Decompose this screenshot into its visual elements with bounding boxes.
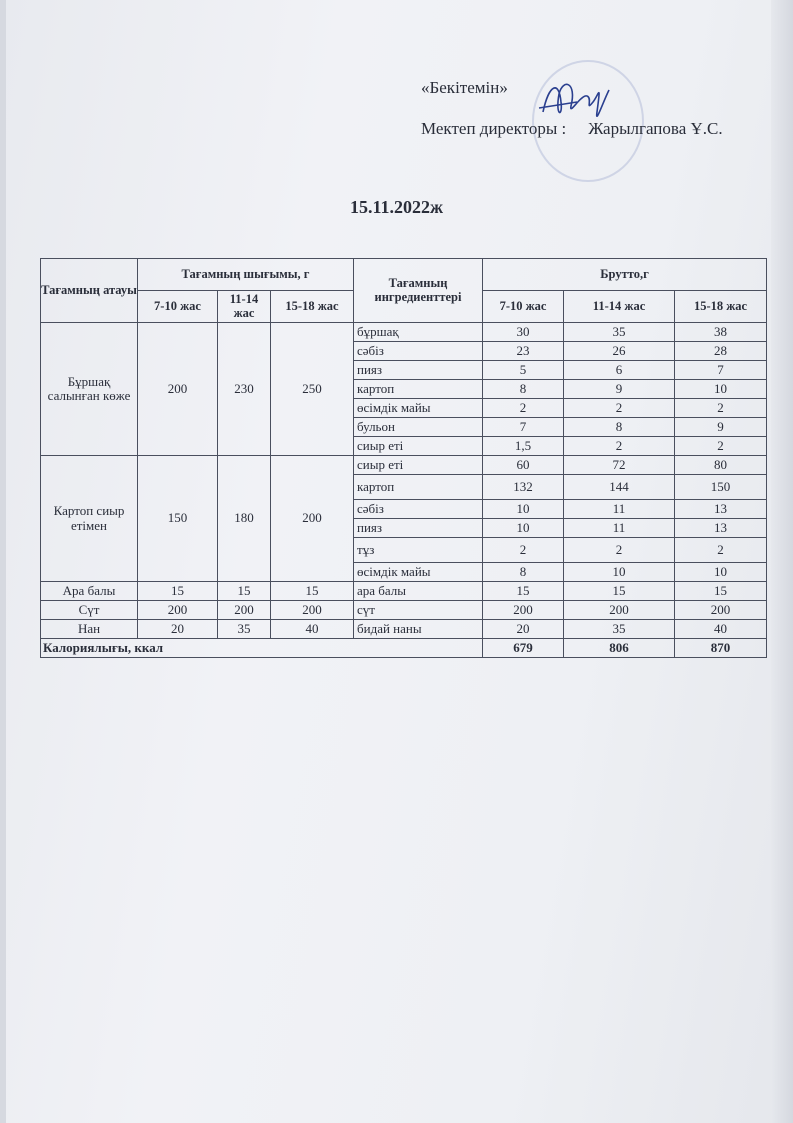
brutto-cell: 200 <box>564 601 675 620</box>
output-cell: 200 <box>271 601 354 620</box>
output-cell: 200 <box>271 456 354 582</box>
brutto-cell: 2 <box>675 437 767 456</box>
brutto-cell: 2 <box>675 399 767 418</box>
ingredient-cell: пияз <box>354 361 483 380</box>
table-row <box>41 620 767 639</box>
header-ingredients: Тағамның ингредиенттері <box>354 259 483 323</box>
total-label-cell: Калориялығы, ккал <box>41 639 483 658</box>
ingredient-cell: бидай наны <box>354 620 483 639</box>
output-cell: 15 <box>218 582 271 601</box>
brutto-cell: 60 <box>483 456 564 475</box>
output-cell: 20 <box>138 620 218 639</box>
brutto-cell: 2 <box>564 538 675 563</box>
output-cell: 200 <box>218 601 271 620</box>
brutto-cell: 23 <box>483 342 564 361</box>
brutto-cell: 15 <box>675 582 767 601</box>
menu-table-container <box>40 258 766 658</box>
output-cell: 230 <box>218 323 271 456</box>
ingredient-cell: сәбіз <box>354 500 483 519</box>
brutto-cell: 8 <box>483 380 564 399</box>
brutto-cell: 13 <box>675 500 767 519</box>
output-cell: 200 <box>138 323 218 456</box>
brutto-cell: 10 <box>675 563 767 582</box>
brutto-cell: 2 <box>483 538 564 563</box>
brutto-cell: 38 <box>675 323 767 342</box>
table-row <box>41 601 767 620</box>
brutto-cell: 10 <box>675 380 767 399</box>
brutto-cell: 132 <box>483 475 564 500</box>
brutto-cell: 150 <box>675 475 767 500</box>
dish-name-cell: Ара балы <box>41 582 138 601</box>
brutto-cell: 15 <box>483 582 564 601</box>
brutto-cell: 35 <box>564 620 675 639</box>
output-cell: 150 <box>138 456 218 582</box>
brutto-cell: 7 <box>483 418 564 437</box>
header-brutto-age-11-14: 11-14 жас <box>564 291 675 323</box>
brutto-cell: 6 <box>564 361 675 380</box>
dish-name-cell: Нан <box>41 620 138 639</box>
dish-name-cell: Картоп сиыр етімен <box>41 456 138 582</box>
output-cell: 40 <box>271 620 354 639</box>
ingredient-cell: картоп <box>354 475 483 500</box>
brutto-cell: 2 <box>483 399 564 418</box>
header-brutto-age-7-10: 7-10 жас <box>483 291 564 323</box>
brutto-cell: 2 <box>564 399 675 418</box>
table-row <box>41 582 767 601</box>
director-name: Жарылгапова Ұ.С. <box>588 119 723 138</box>
brutto-cell: 10 <box>483 519 564 538</box>
brutto-cell: 72 <box>564 456 675 475</box>
brutto-cell: 20 <box>483 620 564 639</box>
menu-date: 15.11.2022ж <box>349 197 444 217</box>
header-row-1 <box>41 259 767 291</box>
output-cell: 250 <box>271 323 354 456</box>
output-cell: 15 <box>138 582 218 601</box>
page-shadow-left <box>0 0 6 1123</box>
ingredient-cell: сиыр еті <box>354 437 483 456</box>
brutto-cell: 35 <box>564 323 675 342</box>
ingredient-cell: өсімдік майы <box>354 399 483 418</box>
brutto-cell: 11 <box>564 500 675 519</box>
brutto-cell: 13 <box>675 519 767 538</box>
ingredient-cell: пияз <box>354 519 483 538</box>
header-output-age-7-10: 7-10 жас <box>138 291 218 323</box>
total-row <box>41 639 767 658</box>
ingredient-cell: бульон <box>354 418 483 437</box>
output-cell: 200 <box>138 601 218 620</box>
total-value-cell: 870 <box>675 639 767 658</box>
brutto-cell: 8 <box>564 418 675 437</box>
brutto-cell: 28 <box>675 342 767 361</box>
brutto-cell: 7 <box>675 361 767 380</box>
brutto-cell: 30 <box>483 323 564 342</box>
brutto-cell: 15 <box>564 582 675 601</box>
brutto-cell: 9 <box>675 418 767 437</box>
header-output-age-15-18: 15-18 жас <box>271 291 354 323</box>
brutto-cell: 9 <box>564 380 675 399</box>
output-cell: 35 <box>218 620 271 639</box>
dish-name-cell: Бұршақ салынған көже <box>41 323 138 456</box>
ingredient-cell: өсімдік майы <box>354 563 483 582</box>
dish-name-cell: Сүт <box>41 601 138 620</box>
approval-title: «Бекітемін» <box>421 78 508 97</box>
total-value-cell: 679 <box>483 639 564 658</box>
ingredient-cell: бұршақ <box>354 323 483 342</box>
ingredient-cell: сәбіз <box>354 342 483 361</box>
brutto-cell: 8 <box>483 563 564 582</box>
brutto-cell: 2 <box>675 538 767 563</box>
brutto-cell: 10 <box>483 500 564 519</box>
table-row <box>41 323 767 342</box>
header-brutto-age-15-18: 15-18 жас <box>675 291 767 323</box>
page-shadow-right <box>771 0 793 1123</box>
approval-signatory <box>421 119 723 139</box>
output-cell: 15 <box>271 582 354 601</box>
menu-table <box>40 258 767 658</box>
ingredient-cell: картоп <box>354 380 483 399</box>
brutto-cell: 80 <box>675 456 767 475</box>
brutto-cell: 11 <box>564 519 675 538</box>
ingredient-cell: ара балы <box>354 582 483 601</box>
ingredient-cell: сүт <box>354 601 483 620</box>
table-row <box>41 456 767 475</box>
brutto-cell: 200 <box>483 601 564 620</box>
header-brutto: Брутто,г <box>483 259 767 291</box>
header-output-age-11-14: 11-14 жас <box>218 291 271 323</box>
brutto-cell: 1,5 <box>483 437 564 456</box>
menu-table-body <box>41 259 767 658</box>
ingredient-cell: тұз <box>354 538 483 563</box>
header-dish-name: Тағамның атауы <box>41 259 138 323</box>
brutto-cell: 26 <box>564 342 675 361</box>
director-position: Мектеп директоры : <box>421 119 567 138</box>
header-output: Тағамның шығымы, г <box>138 259 354 291</box>
brutto-cell: 40 <box>675 620 767 639</box>
total-value-cell: 806 <box>564 639 675 658</box>
brutto-cell: 2 <box>564 437 675 456</box>
ingredient-cell: сиыр еті <box>354 456 483 475</box>
brutto-cell: 144 <box>564 475 675 500</box>
brutto-cell: 10 <box>564 563 675 582</box>
brutto-cell: 5 <box>483 361 564 380</box>
brutto-cell: 200 <box>675 601 767 620</box>
output-cell: 180 <box>218 456 271 582</box>
